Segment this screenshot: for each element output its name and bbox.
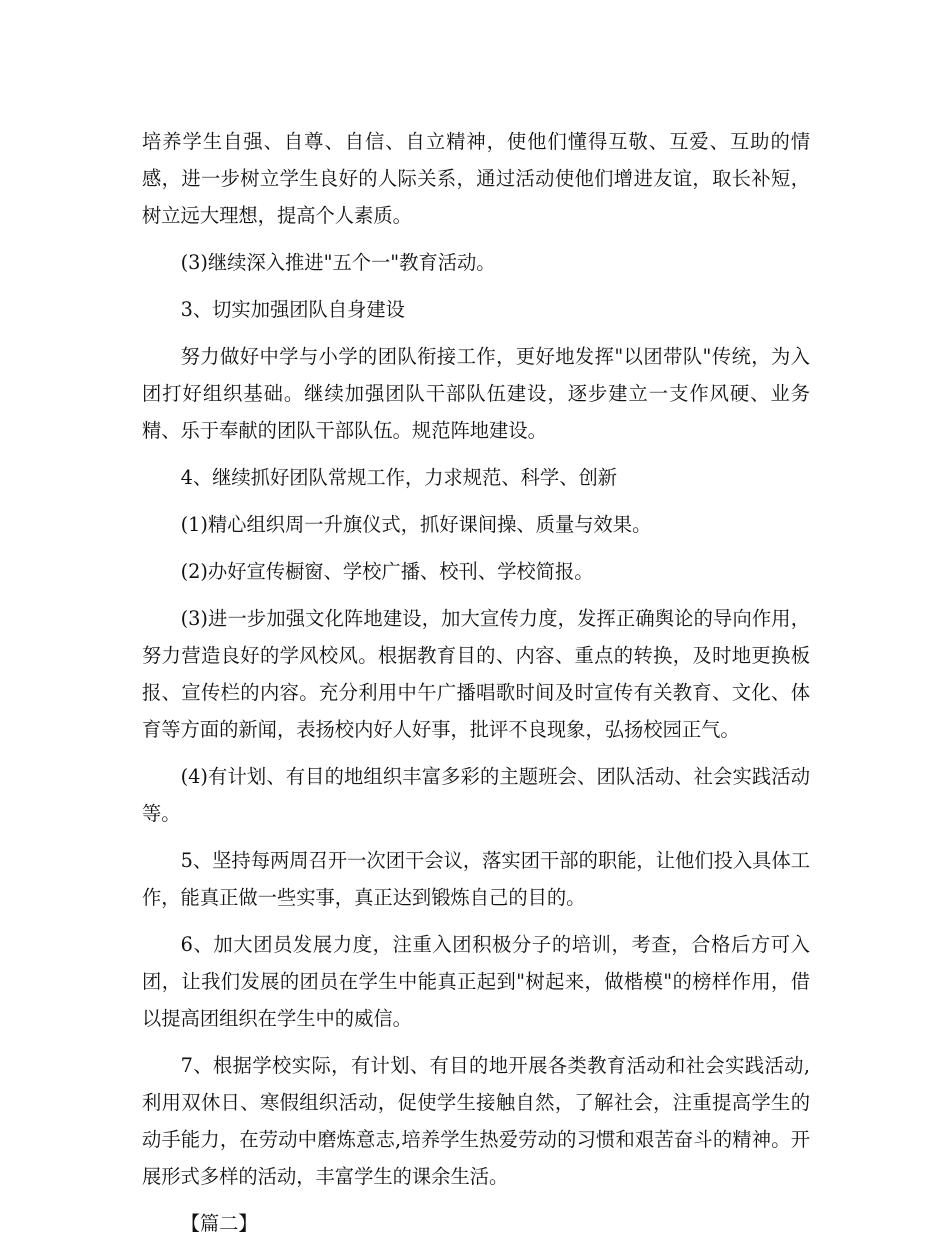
paragraph-item-3-culture: (3)进一步加强文化阵地建设，加大宣传力度，发挥正确舆论的导向作用，努力营造良好的学风校风。根据教育目的、内容、重点的转换，及时地更换板报、宣传栏的内容。充分利用中午广播唱歌时间及时宣传有关教育、文化、体育等方面的新闻，表扬校内好人好事，批评不良现象，弘扬校园正气。 <box>142 607 810 741</box>
paragraph-section-5: 5、坚持每两周召开一次团干会议，落实团干部的职能，让他们投入具体工作，能真正做一些实事，真正达到锻炼自己的目的。 <box>142 849 810 909</box>
paragraph-continuation: 培养学生自强、自尊、自信、自立精神，使他们懂得互敬、互爱、互助的情感，进一步树立学生良好的人际关系，通过活动使他们增进友谊，取长补短，树立远大理想，提高个人素质。 <box>142 130 810 227</box>
document-body <box>142 123 810 1252</box>
section-heading-4: 4、继续抓好团队常规工作，力求规范、科学、创新 <box>180 466 618 489</box>
paragraph-section-6: 6、加大团员发展力度，注重入团积极分子的培训，考查，合格后方可入团，让我们发展的团员在学生中能真正起到"树起来，做楷模"的榜样作用，借以提高团组织在学生中的威信。 <box>142 933 810 1030</box>
paragraph-item-2-publicity: (2)办好宣传橱窗、学校广播、校刊、学校简报。 <box>180 560 594 583</box>
paragraph-item-4-activities: (4)有计划、有目的地组织丰富多彩的主题班会、团队活动、社会实践活动等。 <box>142 765 810 825</box>
chapter-marker-part-two: 【篇二】 <box>180 1212 258 1235</box>
paragraph-section-7: 7、根据学校实际，有计划、有目的地开展各类教育活动和社会实践活动,利用双休日、寒假组织活动，促使学生接触自然，了解社会，注重提高学生的动手能力，在劳动中磨炼意志,培养学生热爱劳动的习惯和艰苦奋斗的精神。开展形式多样的活动，丰富学生的课余生活。 <box>142 1054 810 1188</box>
paragraph-item-1-flag-ceremony: (1)精心组织周一升旗仪式，抓好课间操、质量与效果。 <box>180 513 652 536</box>
paragraph-team-connection: 努力做好中学与小学的团队衔接工作，更好地发挥"以团带队"传统，为入团打好组织基础。继续加强团队干部队伍建设，逐步建立一支作风硬、业务精、乐于奉献的团队干部队伍。规范阵地建设。 <box>142 345 810 442</box>
paragraph-item-3-five-ones: (3)继续深入推进"五个一"教育活动。 <box>180 251 496 274</box>
section-heading-3: 3、切实加强团队自身建设 <box>180 298 405 321</box>
